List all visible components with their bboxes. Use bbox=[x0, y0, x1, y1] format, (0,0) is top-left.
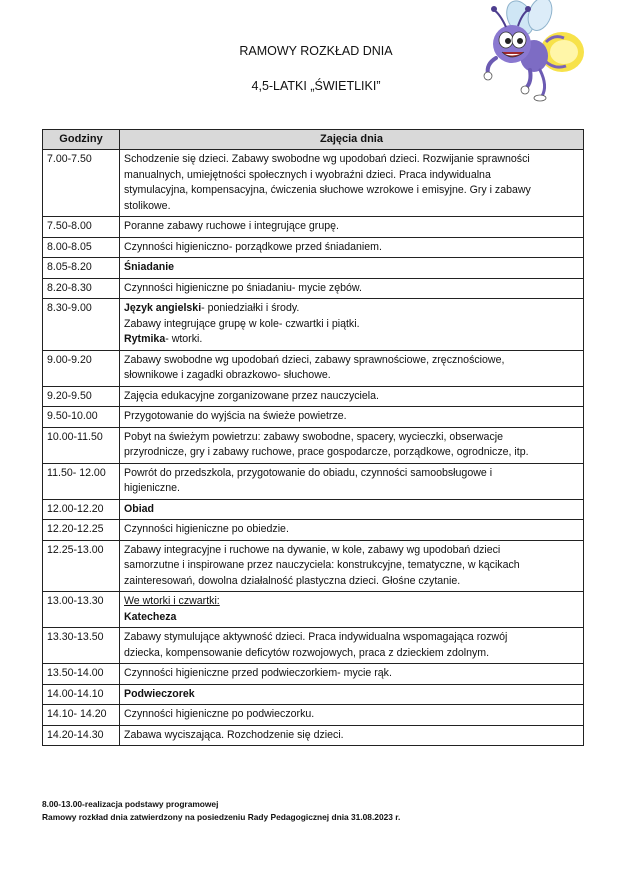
daily-schedule-table bbox=[42, 129, 584, 746]
table-row bbox=[43, 299, 584, 351]
time-cell: 14.20-14.30 bbox=[43, 725, 120, 746]
time-cell: 9.20-9.50 bbox=[43, 386, 120, 407]
activity-cell: Śniadanie bbox=[120, 258, 584, 279]
time-cell: 12.00-12.20 bbox=[43, 499, 120, 520]
time-cell: 14.00-14.10 bbox=[43, 684, 120, 705]
table-row bbox=[43, 520, 584, 541]
time-cell: 7.00-7.50 bbox=[43, 150, 120, 217]
time-cell: 13.00-13.30 bbox=[43, 592, 120, 628]
activity-cell: Poranne zabawy ruchowe i integrujące grupę. bbox=[120, 217, 584, 238]
table-row bbox=[43, 628, 584, 664]
time-cell: 10.00-11.50 bbox=[43, 427, 120, 463]
activity-cell: Zajęcia edukacyjne zorganizowane przez nauczyciela. bbox=[120, 386, 584, 407]
time-cell: 8.00-8.05 bbox=[43, 237, 120, 258]
time-cell: 14.10- 14.20 bbox=[43, 705, 120, 726]
activity-cell: Zabawy swobodne wg upodobań dzieci, zabawy sprawnościowe, zręcznościowe, słownikowe i zagadki obrazkowo- słuchowe. bbox=[120, 350, 584, 386]
table-row bbox=[43, 499, 584, 520]
time-cell: 12.20-12.25 bbox=[43, 520, 120, 541]
page-title: RAMOWY ROZKŁAD DNIA bbox=[239, 44, 393, 58]
activity-cell: We wtorki i czwartki: Katecheza bbox=[120, 592, 584, 628]
time-cell: 12.25-13.00 bbox=[43, 540, 120, 592]
activity-cell: Czynności higieniczno- porządkowe przed śniadaniem. bbox=[120, 237, 584, 258]
footer-approval-note: Ramowy rozkład dnia zatwierdzony na posiedzeniu Rady Pedagogicznej dnia 31.08.2023 r. bbox=[42, 812, 401, 822]
activity-cell: Podwieczorek bbox=[120, 684, 584, 705]
footer-core-curriculum-note: 8.00-13.00-realizacja podstawy programowej bbox=[42, 799, 219, 809]
time-cell: 13.50-14.00 bbox=[43, 664, 120, 685]
time-cell: 8.30-9.00 bbox=[43, 299, 120, 351]
activity-cell: Czynności higieniczne po obiedzie. bbox=[120, 520, 584, 541]
time-cell: 13.30-13.50 bbox=[43, 628, 120, 664]
table-row bbox=[43, 592, 584, 628]
table-row bbox=[43, 705, 584, 726]
activity-cell: Czynności higieniczne po śniadaniu- mycie zębów. bbox=[120, 278, 584, 299]
activity-cell: Czynności higieniczne po podwieczorku. bbox=[120, 705, 584, 726]
activity-cell: Zabawy integracyjne i ruchowe na dywanie, w kole, zabawy wg upodobań dzieci samorzutne i inspirowane przez nauczyciela: konstrukcyjne, tematyczne, w kącikach zainteresowań, dowolna działalność plastyczna dzieci. Głośne czytanie. bbox=[120, 540, 584, 592]
column-header-activities: Zajęcia dnia bbox=[120, 130, 584, 150]
activity-cell: Język angielski- poniedziałki i środy. Zabawy integrujące grupę w kole- czwartki i piątki. Rytmika- wtorki. bbox=[120, 299, 584, 351]
activity-cell: Schodzenie się dzieci. Zabawy swobodne wg upodobań dzieci. Rozwijanie sprawności manualnych, umiejętności społecznych i wyobraźni dzieci. Praca indywidualna stymulacyjna, kompensacyjna, ćwiczenia słuchowe wzrokowe i emisyjne. Gry i zabawy stolikowe. bbox=[120, 150, 584, 217]
table-row bbox=[43, 725, 584, 746]
table-row bbox=[43, 386, 584, 407]
table-row bbox=[43, 427, 584, 463]
table-header-row bbox=[43, 130, 584, 150]
activity-cell: Przygotowanie do wyjścia na świeże powietrze. bbox=[120, 407, 584, 428]
table-row bbox=[43, 237, 584, 258]
firefly-bee-cartoon-icon bbox=[482, 0, 590, 104]
time-cell: 8.05-8.20 bbox=[43, 258, 120, 279]
activity-cell: Czynności higieniczne przed podwieczorkiem- mycie rąk. bbox=[120, 664, 584, 685]
time-cell: 11.50- 12.00 bbox=[43, 463, 120, 499]
group-subtitle: 4,5-LATKI „ŚWIETLIKI” bbox=[251, 79, 381, 93]
activity-cell: Obiad bbox=[120, 499, 584, 520]
time-cell: 7.50-8.00 bbox=[43, 217, 120, 238]
table-row bbox=[43, 684, 584, 705]
activity-cell: Powrót do przedszkola, przygotowanie do obiadu, czynności samoobsługowe i higieniczne. bbox=[120, 463, 584, 499]
table-row bbox=[43, 664, 584, 685]
table-row bbox=[43, 463, 584, 499]
table-row bbox=[43, 217, 584, 238]
table-row bbox=[43, 278, 584, 299]
table-row bbox=[43, 350, 584, 386]
table-row bbox=[43, 150, 584, 217]
activity-cell: Zabawy stymulujące aktywność dzieci. Praca indywidualna wspomagająca rozwój dziecka, kompensowanie deficytów rozwojowych, praca z dzieckiem zdolnym. bbox=[120, 628, 584, 664]
time-cell: 8.20-8.30 bbox=[43, 278, 120, 299]
activity-cell: Pobyt na świeżym powietrzu: zabawy swobodne, spacery, wycieczki, obserwacje przyrodnicze, gry i zabawy ruchowe, prace gospodarcze, porządkowe, ogrodnicze, itp. bbox=[120, 427, 584, 463]
activity-cell: Zabawa wyciszająca. Rozchodzenie się dzieci. bbox=[120, 725, 584, 746]
time-cell: 9.50-10.00 bbox=[43, 407, 120, 428]
table-row bbox=[43, 407, 584, 428]
table-row bbox=[43, 540, 584, 592]
column-header-hours: Godziny bbox=[43, 130, 120, 150]
table-row bbox=[43, 258, 584, 279]
time-cell: 9.00-9.20 bbox=[43, 350, 120, 386]
footer-notes bbox=[42, 798, 400, 824]
